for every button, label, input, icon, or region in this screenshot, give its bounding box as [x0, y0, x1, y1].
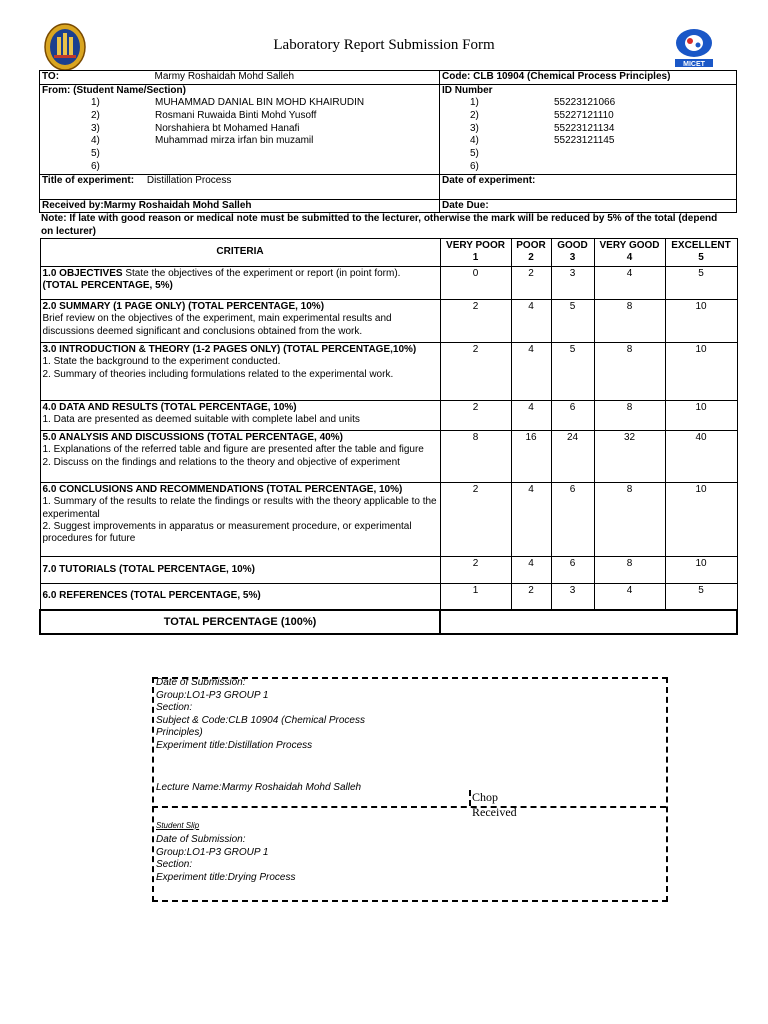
score-cell: 4 [511, 556, 551, 583]
late-note: Note: If late with good reason or medical note must be submitted to the lecturer, otherwise the mark will be reduced by 5% of the total (depend on lecturer) [41, 213, 718, 237]
level-header: POOR 2 [511, 239, 551, 267]
student-id: 55227121110 [554, 109, 614, 121]
criteria-heading: 6.0 REFERENCES (TOTAL PERCENTAGE, 5%) [42, 590, 261, 602]
score-cell: 2 [440, 556, 511, 583]
score-cell: 2 [511, 266, 551, 299]
student-name-row [42, 135, 437, 148]
criteria-description: 1. Summary of the results to relate the findings or results with the theory applicable to the experimental 2. Suggest improvements in apparatus or measurement procedure, or experimental procedures for future [42, 496, 437, 545]
student-name: Muhammad mirza irfan bin muzamil [155, 135, 314, 147]
criteria-row [40, 482, 737, 556]
student-id-number: 1) [470, 97, 479, 108]
score-cell: 4 [594, 583, 665, 610]
criteria-cell [40, 430, 440, 482]
level-header: GOOD 3 [551, 239, 594, 267]
criteria-cell [40, 400, 440, 430]
score-cell: 6 [551, 400, 594, 430]
criteria-row [40, 342, 737, 400]
slip-field: Group:LO1-P3 GROUP 1 [156, 689, 269, 701]
slip-bottom-fields [156, 834, 296, 884]
student-name: Rosmani Ruwaida Binti Mohd Yusoff [155, 109, 317, 121]
score-cell: 5 [551, 299, 594, 342]
criteria-row [40, 556, 737, 583]
score-cell: 8 [440, 430, 511, 482]
slip-divider-vertical [469, 790, 471, 806]
student-number: 3) [91, 122, 100, 134]
score-cell: 3 [551, 266, 594, 299]
score-cell: 2 [440, 342, 511, 400]
student-id-row [442, 123, 734, 136]
criteria-heading: 6.0 CONCLUSIONS AND RECOMMENDATIONS (TOTAL PERCENTAGE, 10%) [42, 483, 403, 495]
student-number: 5) [91, 148, 100, 160]
student-number: 4) [91, 135, 100, 147]
slip-lecturer: Lecture Name:Marmy Roshaidah Mohd Salleh [156, 782, 362, 793]
total-label: TOTAL PERCENTAGE (100%) [40, 610, 440, 634]
chop-label: Chop [472, 790, 499, 804]
total-value-cell [440, 610, 737, 634]
title-cell [40, 174, 440, 199]
score-cell: 32 [594, 430, 665, 482]
score-cell: 8 [594, 342, 665, 400]
student-id-row [442, 110, 734, 123]
score-cell: 5 [665, 583, 737, 610]
criteria-cell [40, 342, 440, 400]
criteria-cell [40, 556, 440, 583]
student-number: 1) [91, 97, 100, 108]
slip-field: Experiment title:Distillation Process [156, 739, 313, 751]
score-cell: 10 [665, 400, 737, 430]
received-by-label: Received by:Marmy Roshaidah Mohd Salleh [40, 199, 440, 213]
page-title: Laboratory Report Submission Form [273, 37, 495, 53]
criteria-percentage: (TOTAL PERCENTAGE, 5%) [42, 280, 173, 292]
student-name-row [42, 148, 437, 161]
score-cell: 2 [440, 482, 511, 556]
slip-field: Date of Submission: [156, 834, 246, 845]
slip-field: Section: [156, 702, 193, 713]
student-id-row [442, 135, 734, 148]
score-cell: 8 [594, 299, 665, 342]
score-cell: 5 [551, 342, 594, 400]
student-names-list [42, 97, 437, 174]
student-name-row [42, 110, 437, 123]
from-label: From: (Student Name/Section) [42, 84, 186, 96]
student-name: MUHAMMAD DANIAL BIN MOHD KHAIRUDIN [155, 97, 365, 108]
student-id-number: 3) [470, 122, 479, 134]
received-label: Received [472, 805, 517, 819]
chop-received-box [472, 790, 517, 820]
criteria-description: 1. State the background to the experiment conducted. 2. Summary of theories including formulations related to the experimental work. [42, 356, 394, 380]
score-cell: 4 [511, 400, 551, 430]
criteria-heading: 2.0 SUMMARY (1 PAGE ONLY) (TOTAL PERCENTAGE, 10%) [42, 300, 325, 312]
score-cell: 6 [551, 556, 594, 583]
score-cell: 40 [665, 430, 737, 482]
student-name-row [42, 97, 437, 110]
student-id [554, 161, 734, 174]
student-id-row [442, 97, 734, 110]
code-label: Code: CLB 10904 (Chemical Process Principles) [440, 71, 737, 85]
score-cell: 8 [594, 400, 665, 430]
to-label: TO: [42, 71, 60, 82]
slip-field: Section: [156, 859, 193, 870]
id-label: ID Number [442, 84, 493, 96]
rubric-table [39, 238, 738, 635]
to-value: Marmy Roshaidah Mohd Salleh [154, 71, 295, 82]
student-name: Norshahiera bt Mohamed Hanafi [155, 122, 300, 134]
total-row [40, 610, 737, 634]
score-cell: 1 [440, 583, 511, 610]
criteria-description: State the objectives of the experiment or report (in point form). [125, 267, 401, 279]
slip-divider-horizontal [152, 806, 666, 808]
score-cell: 6 [551, 482, 594, 556]
title-value: Distillation Process [146, 174, 232, 186]
student-slip-label: Student Slip [156, 821, 200, 830]
criteria-cell [40, 266, 440, 299]
micet-logo-text: MICET [683, 61, 705, 68]
criteria-cell [40, 299, 440, 342]
criteria-cell [40, 482, 440, 556]
score-cell: 10 [665, 342, 737, 400]
student-id-number: 4) [470, 135, 479, 147]
student-id-number: 2) [470, 109, 479, 121]
student-id-number: 6) [470, 160, 479, 172]
score-cell: 10 [665, 299, 737, 342]
score-cell: 4 [511, 482, 551, 556]
date-due-label: Date Due: [440, 199, 737, 213]
score-cell: 16 [511, 430, 551, 482]
student-name-row [42, 161, 437, 174]
student-name-row [42, 123, 437, 136]
score-cell: 4 [511, 342, 551, 400]
score-cell: 8 [594, 556, 665, 583]
criteria-row [40, 400, 737, 430]
slip-field: Subject & Code:CLB 10904 (Chemical Process Principles) [156, 714, 365, 738]
slip-top-fields [156, 677, 396, 752]
student-id: 55223121134 [554, 122, 615, 134]
criteria-heading: 1.0 OBJECTIVES [42, 267, 123, 279]
score-cell: 5 [665, 266, 737, 299]
student-id: 55223121066 [554, 97, 616, 108]
student-info-table [39, 70, 737, 213]
criteria-description: 1. Data are presented as deemed suitable with complete label and units [42, 414, 360, 426]
criteria-row [40, 266, 737, 299]
score-cell: 3 [551, 583, 594, 610]
student-id [554, 148, 734, 161]
criteria-header: CRITERIA [40, 239, 440, 267]
criteria-heading: 5.0 ANALYSIS AND DISCUSSIONS (TOTAL PERCENTAGE, 40%) [42, 431, 343, 443]
date-experiment-label: Date of experiment: [440, 174, 737, 199]
to-cell [40, 71, 440, 85]
student-id: 55223121145 [554, 135, 615, 147]
criteria-row [40, 299, 737, 342]
id-cell [440, 84, 737, 174]
criteria-heading: 7.0 TUTORIALS (TOTAL PERCENTAGE, 10%) [42, 563, 255, 575]
criteria-description: Brief review on the objectives of the experiment, main experimental results and discussions deemed significant and conclusions obtained from the work. [42, 313, 392, 337]
score-cell: 2 [440, 299, 511, 342]
student-number: 6) [91, 160, 100, 172]
from-cell [40, 84, 440, 174]
score-cell: 8 [594, 482, 665, 556]
level-header: VERY GOOD 4 [594, 239, 665, 267]
slip-field: Group:LO1-P3 GROUP 1 [156, 846, 269, 858]
score-cell: 2 [511, 583, 551, 610]
slip-field: Experiment title:Drying Process [156, 871, 296, 883]
score-cell: 10 [665, 482, 737, 556]
student-ids-list [442, 97, 734, 174]
score-cell: 10 [665, 556, 737, 583]
criteria-description: 1. Explanations of the referred table and figure are presented after the table and figure 2. Discuss on the findings and relations to the theory and objective of experiment [42, 444, 424, 468]
criteria-row [40, 430, 737, 482]
score-cell: 2 [440, 400, 511, 430]
criteria-row [40, 583, 737, 610]
criteria-heading: 3.0 INTRODUCTION & THEORY (1-2 PAGES ONLY) (TOTAL PERCENTAGE,10%) [42, 343, 417, 355]
level-header: VERY POOR 1 [440, 239, 511, 267]
student-id-row [442, 161, 734, 174]
student-id-number: 5) [470, 148, 479, 160]
slip-field: Date of Submission: [156, 677, 246, 688]
student-name [155, 161, 437, 174]
student-id-row [442, 148, 734, 161]
student-number: 2) [91, 109, 100, 121]
score-cell: 0 [440, 266, 511, 299]
level-header: EXCELLENT 5 [665, 239, 737, 267]
student-name [155, 148, 437, 161]
score-cell: 4 [511, 299, 551, 342]
title-label: Title of experiment: [42, 174, 135, 186]
score-cell: 4 [594, 266, 665, 299]
criteria-heading: 4.0 DATA AND RESULTS (TOTAL PERCENTAGE, 10%) [42, 401, 297, 413]
criteria-cell [40, 583, 440, 610]
score-cell: 24 [551, 430, 594, 482]
